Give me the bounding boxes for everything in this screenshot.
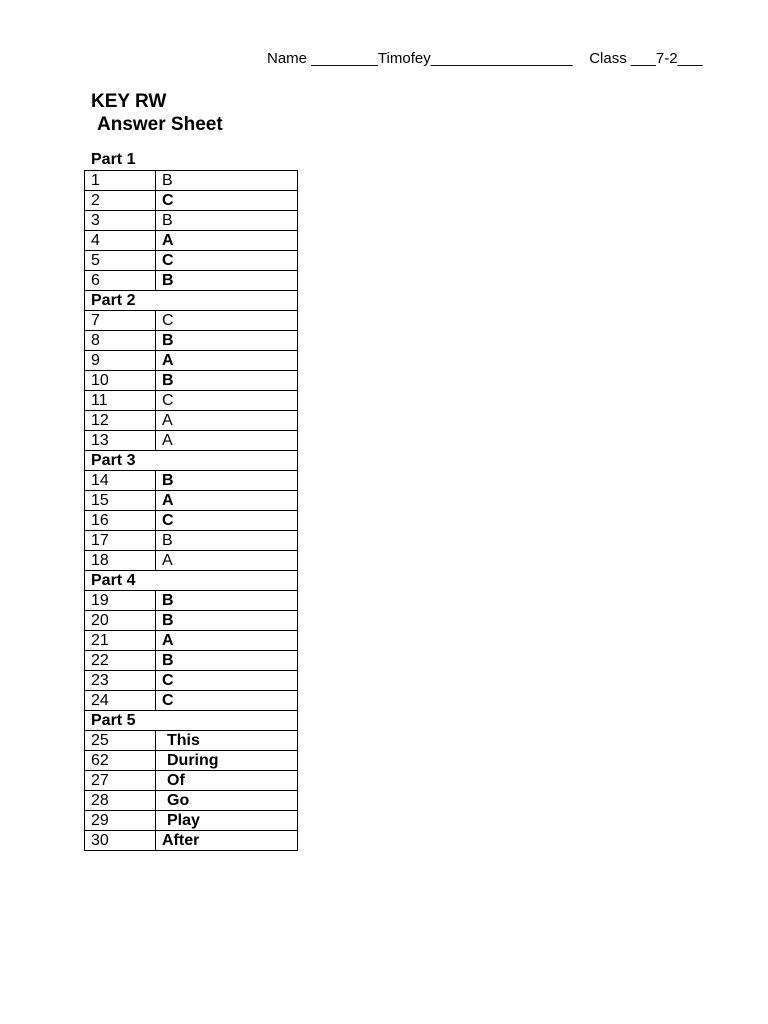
answer-row xyxy=(85,411,298,431)
answer-row xyxy=(85,171,298,191)
question-number: 27 xyxy=(85,771,156,791)
question-number: 13 xyxy=(85,431,156,451)
question-number: 62 xyxy=(85,751,156,771)
question-number: 3 xyxy=(85,211,156,231)
answer-row xyxy=(85,831,298,851)
answer-value: C xyxy=(156,311,298,331)
question-number: 23 xyxy=(85,671,156,691)
question-number: 25 xyxy=(85,731,156,751)
question-number: 15 xyxy=(85,491,156,511)
part-heading-row xyxy=(85,571,298,591)
answer-row xyxy=(85,351,298,371)
answer-value: C xyxy=(156,191,298,211)
answer-row xyxy=(85,631,298,651)
part-label: Part 2 xyxy=(85,291,298,311)
part-label: Part 5 xyxy=(85,711,298,731)
answer-row xyxy=(85,651,298,671)
question-number: 8 xyxy=(85,331,156,351)
question-number: 17 xyxy=(85,531,156,551)
answer-value: C xyxy=(156,511,298,531)
name-class-line: Name ________Timofey_________________ Class ___7-2___ xyxy=(267,50,703,67)
question-number: 12 xyxy=(85,411,156,431)
answer-row xyxy=(85,791,298,811)
part-heading-row xyxy=(85,711,298,731)
answer-value: Of xyxy=(156,771,298,791)
answer-value: A xyxy=(156,631,298,651)
answer-row xyxy=(85,751,298,771)
answer-row xyxy=(85,731,298,751)
answer-value: A xyxy=(156,491,298,511)
answer-value: C xyxy=(156,691,298,711)
answer-row xyxy=(85,371,298,391)
question-number: 2 xyxy=(85,191,156,211)
answer-value: B xyxy=(156,611,298,631)
answer-row xyxy=(85,491,298,511)
answer-row xyxy=(85,811,298,831)
answer-row xyxy=(85,691,298,711)
question-number: 19 xyxy=(85,591,156,611)
part-label: Part 3 xyxy=(85,451,298,471)
answer-value: B xyxy=(156,591,298,611)
part-label: Part 1 xyxy=(91,151,136,168)
answer-value: During xyxy=(156,751,298,771)
question-number: 18 xyxy=(85,551,156,571)
answer-value: A xyxy=(156,551,298,571)
answer-value: Play xyxy=(156,811,298,831)
answer-value: B xyxy=(156,531,298,551)
answer-row xyxy=(85,611,298,631)
answer-row xyxy=(85,391,298,411)
answer-value: A xyxy=(156,431,298,451)
question-number: 29 xyxy=(85,811,156,831)
answer-value: C xyxy=(156,671,298,691)
answer-row xyxy=(85,551,298,571)
question-number: 20 xyxy=(85,611,156,631)
answer-value: A xyxy=(156,231,298,251)
answer-table-body xyxy=(85,171,298,851)
answer-row xyxy=(85,271,298,291)
answer-row xyxy=(85,231,298,251)
question-number: 5 xyxy=(85,251,156,271)
answer-value: B xyxy=(156,651,298,671)
answer-row xyxy=(85,511,298,531)
part-label: Part 4 xyxy=(85,571,298,591)
part-heading-row xyxy=(85,451,298,471)
question-number: 16 xyxy=(85,511,156,531)
answer-value: This xyxy=(156,731,298,751)
question-number: 7 xyxy=(85,311,156,331)
question-number: 28 xyxy=(85,791,156,811)
answer-row xyxy=(85,251,298,271)
question-number: 22 xyxy=(85,651,156,671)
question-number: 9 xyxy=(85,351,156,371)
question-number: 24 xyxy=(85,691,156,711)
question-number: 14 xyxy=(85,471,156,491)
question-number: 11 xyxy=(85,391,156,411)
answer-value: C xyxy=(156,251,298,271)
answer-row xyxy=(85,591,298,611)
answer-row xyxy=(85,331,298,351)
question-number: 21 xyxy=(85,631,156,651)
answer-value: B xyxy=(156,271,298,291)
answer-value: C xyxy=(156,391,298,411)
answer-value: B xyxy=(156,371,298,391)
answer-row xyxy=(85,471,298,491)
question-number: 6 xyxy=(85,271,156,291)
question-number: 10 xyxy=(85,371,156,391)
answer-row xyxy=(85,771,298,791)
answer-row xyxy=(85,211,298,231)
answer-value: A xyxy=(156,351,298,371)
answer-row xyxy=(85,531,298,551)
answer-value: After xyxy=(156,831,298,851)
answer-row xyxy=(85,191,298,211)
answer-value: Go xyxy=(156,791,298,811)
answer-value: B xyxy=(156,211,298,231)
answer-value: B xyxy=(156,471,298,491)
question-number: 4 xyxy=(85,231,156,251)
answer-value: B xyxy=(156,171,298,191)
answer-row xyxy=(85,431,298,451)
part-heading-row xyxy=(85,291,298,311)
document-title: KEY RW xyxy=(91,91,167,112)
answer-value: A xyxy=(156,411,298,431)
document-subtitle: Answer Sheet xyxy=(97,114,223,135)
answer-table xyxy=(84,170,298,851)
answer-value: B xyxy=(156,331,298,351)
question-number: 1 xyxy=(85,171,156,191)
question-number: 30 xyxy=(85,831,156,851)
answer-row xyxy=(85,311,298,331)
answer-row xyxy=(85,671,298,691)
